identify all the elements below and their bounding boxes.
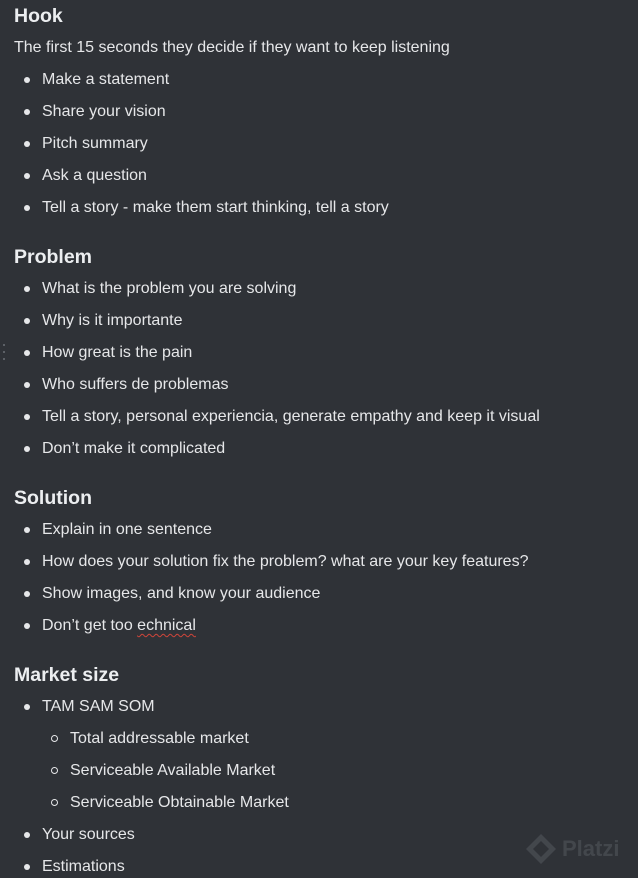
hollow-bullet-icon	[51, 799, 58, 806]
list-item-text: Your sources	[42, 826, 135, 843]
list-item-prefix: Don’t get too	[42, 617, 138, 634]
heading-problem: Problem	[14, 246, 93, 268]
bullet-icon	[24, 864, 30, 870]
bullet-icon	[24, 414, 30, 420]
list-item-text: Make a statement	[42, 71, 170, 88]
list-item-text	[42, 615, 196, 637]
sub-list-item-text: Serviceable Obtainable Market	[70, 794, 289, 811]
list-item-text: Why is it importante	[42, 312, 183, 329]
heading-solution: Solution	[14, 487, 92, 509]
bullet-icon	[24, 350, 30, 356]
list-item-text: Don’t make it complicated	[42, 440, 226, 457]
hollow-bullet-icon	[51, 735, 58, 742]
bullet-icon	[24, 527, 30, 533]
list-item-text: How does your solution fix the problem? what are your key features?	[42, 553, 529, 570]
bullet-icon	[24, 286, 30, 292]
hollow-bullet-icon	[51, 767, 58, 774]
bullet-icon	[24, 141, 30, 147]
misspelled-word[interactable]: echnical	[137, 617, 196, 634]
bullet-icon	[24, 559, 30, 565]
drag-handle-icon[interactable]	[2, 344, 5, 360]
bullet-icon	[24, 832, 30, 838]
list-item-text: Tell a story - make them start thinking, tell a story	[42, 199, 389, 216]
list-item-text: Show images, and know your audience	[42, 585, 321, 602]
bullet-icon	[24, 109, 30, 115]
list-item-text: Tell a story, personal experiencia, generate empathy and keep it visual	[42, 408, 540, 425]
list-item-text: Explain in one sentence	[42, 521, 212, 538]
list-item-text: How great is the pain	[42, 344, 193, 361]
hook-intro: The first 15 seconds they decide if they want to keep listening	[14, 39, 450, 56]
bullet-icon	[24, 704, 30, 710]
list-item-text: Ask a question	[42, 167, 147, 184]
platzi-logo-icon	[524, 832, 558, 866]
bullet-icon	[24, 591, 30, 597]
list-item-text: Estimations	[42, 858, 125, 875]
bullet-icon	[24, 382, 30, 388]
heading-market-size: Market size	[14, 664, 120, 686]
bullet-icon	[24, 77, 30, 83]
list-item-text: TAM SAM SOM	[42, 698, 155, 715]
bullet-icon	[24, 205, 30, 211]
heading-hook: Hook	[14, 5, 63, 27]
bullet-icon	[24, 173, 30, 179]
list-item-text: Pitch summary	[42, 135, 148, 152]
list-item-text: Who suffers de problemas	[42, 376, 229, 393]
bullet-icon	[24, 318, 30, 324]
sub-list-item-text: Serviceable Available Market	[70, 762, 276, 779]
bullet-icon	[24, 623, 30, 629]
sub-list-item-text: Total addressable market	[70, 730, 249, 747]
list-item-text: Share your vision	[42, 103, 166, 120]
list-item-text: What is the problem you are solving	[42, 280, 297, 297]
bullet-icon	[24, 446, 30, 452]
watermark-text: Platzi	[562, 836, 620, 861]
